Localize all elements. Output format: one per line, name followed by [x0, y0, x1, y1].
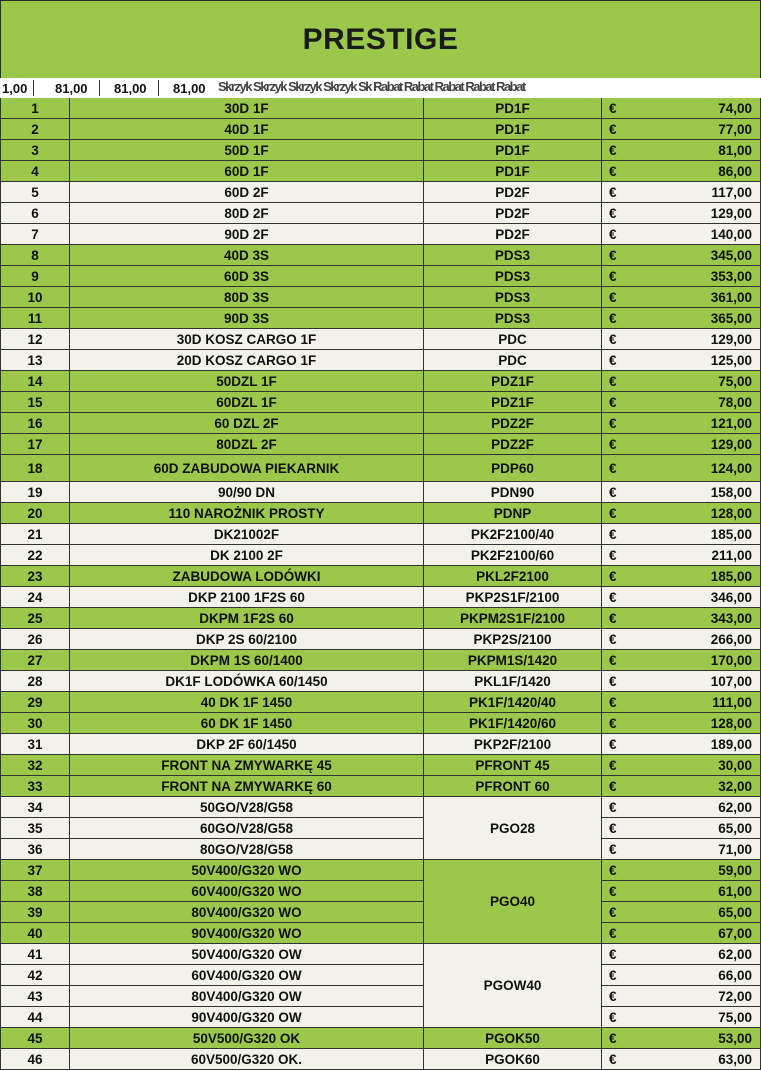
table-row	[0, 413, 761, 434]
product-name: 40 DK 1F 1450	[69, 692, 423, 713]
price-value: 53,00	[621, 1028, 761, 1049]
row-number: 37	[0, 860, 69, 881]
product-name: ZABUDOWA LODÓWKI	[69, 566, 423, 587]
row-number: 26	[0, 629, 69, 650]
row-number: 15	[0, 392, 69, 413]
row-number: 33	[0, 776, 69, 797]
currency-symbol: €	[601, 308, 621, 329]
product-code: PKPM2S1F/2100	[423, 608, 601, 629]
table-row	[0, 818, 761, 839]
table-row	[0, 350, 761, 371]
row-number: 27	[0, 650, 69, 671]
price-value: 77,00	[621, 119, 761, 140]
product-name: 80V400/G320 OW	[69, 986, 423, 1007]
product-name: 50DZL 1F	[69, 371, 423, 392]
price-value: 75,00	[621, 371, 761, 392]
product-name: 60GO/V28/G58	[69, 818, 423, 839]
product-code: PDP60	[423, 455, 601, 482]
table-row	[0, 566, 761, 587]
price-value: 111,00	[621, 692, 761, 713]
product-name: 60V400/G320 OW	[69, 965, 423, 986]
price-value: 107,00	[621, 671, 761, 692]
row-number: 17	[0, 434, 69, 455]
currency-symbol: €	[601, 797, 621, 818]
price-value: 158,00	[621, 482, 761, 503]
row-number: 5	[0, 182, 69, 203]
product-code: PKL1F/1420	[423, 671, 601, 692]
product-code-merged: PGO40	[423, 860, 601, 944]
table-row	[0, 629, 761, 650]
product-code: PDNP	[423, 503, 601, 524]
product-code: PDZ2F	[423, 413, 601, 434]
table-row	[0, 434, 761, 455]
header-cell-4: 81,00	[173, 81, 206, 96]
table-row	[0, 161, 761, 182]
price-value: 66,00	[621, 965, 761, 986]
currency-symbol: €	[601, 161, 621, 182]
currency-symbol: €	[601, 434, 621, 455]
table-row	[0, 371, 761, 392]
currency-symbol: €	[601, 350, 621, 371]
product-name: 60DZL 1F	[69, 392, 423, 413]
currency-symbol: €	[601, 287, 621, 308]
row-number: 28	[0, 671, 69, 692]
row-number: 42	[0, 965, 69, 986]
currency-symbol: €	[601, 203, 621, 224]
row-number: 4	[0, 161, 69, 182]
row-number: 13	[0, 350, 69, 371]
product-code: PKP2F/2100	[423, 734, 601, 755]
price-value: 185,00	[621, 566, 761, 587]
currency-symbol: €	[601, 545, 621, 566]
product-code: PK1F/1420/60	[423, 713, 601, 734]
product-code-merged: PGOW40	[423, 944, 601, 1028]
currency-symbol: €	[601, 608, 621, 629]
row-number: 36	[0, 839, 69, 860]
price-value: 72,00	[621, 986, 761, 1007]
price-value: 189,00	[621, 734, 761, 755]
price-value: 125,00	[621, 350, 761, 371]
price-value: 124,00	[621, 455, 761, 482]
product-code: PDC	[423, 329, 601, 350]
table-row	[0, 524, 761, 545]
currency-symbol: €	[601, 392, 621, 413]
title-banner	[0, 0, 761, 79]
table-row	[0, 455, 761, 482]
row-number: 39	[0, 902, 69, 923]
table-row	[0, 287, 761, 308]
table-row	[0, 503, 761, 524]
currency-symbol: €	[601, 329, 621, 350]
table-row	[0, 839, 761, 860]
price-value: 65,00	[621, 902, 761, 923]
row-number: 38	[0, 881, 69, 902]
price-value: 128,00	[621, 713, 761, 734]
row-number: 18	[0, 455, 69, 482]
currency-symbol: €	[601, 881, 621, 902]
row-number: 6	[0, 203, 69, 224]
price-value: 86,00	[621, 161, 761, 182]
price-value: 61,00	[621, 881, 761, 902]
product-name: 40D 1F	[69, 119, 423, 140]
price-value: 211,00	[621, 545, 761, 566]
price-value: 343,00	[621, 608, 761, 629]
header-cell-2: 81,00	[55, 81, 88, 96]
product-code: PD1F	[423, 140, 601, 161]
price-value: 32,00	[621, 776, 761, 797]
product-name: FRONT NA ZMYWARKĘ 60	[69, 776, 423, 797]
table-row	[0, 944, 761, 965]
product-name: 50D 1F	[69, 140, 423, 161]
product-code: PDS3	[423, 245, 601, 266]
table-row	[0, 860, 761, 881]
currency-symbol: €	[601, 734, 621, 755]
product-name: 20D KOSZ CARGO 1F	[69, 350, 423, 371]
currency-symbol: €	[601, 245, 621, 266]
table-row	[0, 224, 761, 245]
product-code: PDN90	[423, 482, 601, 503]
product-name: 60D 2F	[69, 182, 423, 203]
price-value: 117,00	[621, 182, 761, 203]
currency-symbol: €	[601, 650, 621, 671]
product-name: DKP 2S 60/2100	[69, 629, 423, 650]
product-code: PKP2S1F/2100	[423, 587, 601, 608]
product-name: 60D 1F	[69, 161, 423, 182]
table-row	[0, 713, 761, 734]
price-value: 30,00	[621, 755, 761, 776]
currency-symbol: €	[601, 413, 621, 434]
currency-symbol: €	[601, 671, 621, 692]
product-code: PDZ2F	[423, 434, 601, 455]
product-code: PD1F	[423, 119, 601, 140]
price-value: 63,00	[621, 1049, 761, 1070]
header-divider	[99, 80, 100, 96]
row-number: 16	[0, 413, 69, 434]
header-overlapping-labels: Skrzyk Skrzyk Skrzyk Skrzyk Sk Rabat Rabat Rabat Rabat Rabat	[218, 79, 525, 94]
price-value: 361,00	[621, 287, 761, 308]
row-number: 23	[0, 566, 69, 587]
currency-symbol: €	[601, 98, 621, 119]
row-number: 25	[0, 608, 69, 629]
row-number: 44	[0, 1007, 69, 1028]
product-name: 80GO/V28/G58	[69, 839, 423, 860]
row-number: 1	[0, 98, 69, 119]
product-name: 50GO/V28/G58	[69, 797, 423, 818]
product-name: DKP 2F 60/1450	[69, 734, 423, 755]
product-name: 80D 2F	[69, 203, 423, 224]
table-row	[0, 182, 761, 203]
product-code: PDS3	[423, 308, 601, 329]
row-number: 8	[0, 245, 69, 266]
currency-symbol: €	[601, 119, 621, 140]
row-number: 19	[0, 482, 69, 503]
product-name: 60D 3S	[69, 266, 423, 287]
product-name: DK21002F	[69, 524, 423, 545]
table-row	[0, 587, 761, 608]
product-name: DKPM 1S 60/1400	[69, 650, 423, 671]
page-title: PRESTIGE	[302, 22, 459, 56]
price-value: 59,00	[621, 860, 761, 881]
currency-symbol: €	[601, 923, 621, 944]
currency-symbol: €	[601, 503, 621, 524]
product-code-merged: PGO28	[423, 797, 601, 860]
row-number: 20	[0, 503, 69, 524]
table-row	[0, 308, 761, 329]
row-number: 30	[0, 713, 69, 734]
product-name: 60V400/G320 WO	[69, 881, 423, 902]
price-value: 266,00	[621, 629, 761, 650]
currency-symbol: €	[601, 455, 621, 482]
row-number: 2	[0, 119, 69, 140]
price-value: 81,00	[621, 140, 761, 161]
row-number: 43	[0, 986, 69, 1007]
table-row	[0, 650, 761, 671]
product-name: 80D 3S	[69, 287, 423, 308]
row-number: 9	[0, 266, 69, 287]
currency-symbol: €	[601, 566, 621, 587]
currency-symbol: €	[601, 692, 621, 713]
row-number: 7	[0, 224, 69, 245]
product-code: PK1F/1420/40	[423, 692, 601, 713]
row-number: 24	[0, 587, 69, 608]
price-value: 129,00	[621, 203, 761, 224]
price-value: 129,00	[621, 329, 761, 350]
row-number: 14	[0, 371, 69, 392]
price-value: 345,00	[621, 245, 761, 266]
product-code: PKPM1S/1420	[423, 650, 601, 671]
product-name: 110 NAROŻNIK PROSTY	[69, 503, 423, 524]
currency-symbol: €	[601, 140, 621, 161]
currency-symbol: €	[601, 224, 621, 245]
product-code: PKL2F2100	[423, 566, 601, 587]
row-number: 34	[0, 797, 69, 818]
product-name: 60 DK 1F 1450	[69, 713, 423, 734]
product-name: 50V400/G320 WO	[69, 860, 423, 881]
currency-symbol: €	[601, 266, 621, 287]
product-name: 90D 2F	[69, 224, 423, 245]
row-number: 3	[0, 140, 69, 161]
product-name: 30D 1F	[69, 98, 423, 119]
price-value: 121,00	[621, 413, 761, 434]
currency-symbol: €	[601, 182, 621, 203]
product-name: 80DZL 2F	[69, 434, 423, 455]
currency-symbol: €	[601, 629, 621, 650]
price-value: 365,00	[621, 308, 761, 329]
header-divider	[158, 80, 159, 96]
price-value: 78,00	[621, 392, 761, 413]
product-code: PFRONT 45	[423, 755, 601, 776]
row-number: 29	[0, 692, 69, 713]
price-value: 140,00	[621, 224, 761, 245]
product-code: PDS3	[423, 287, 601, 308]
table-row	[0, 692, 761, 713]
product-code: PD2F	[423, 224, 601, 245]
product-code: PK2F2100/60	[423, 545, 601, 566]
price-value: 67,00	[621, 923, 761, 944]
product-code: PD2F	[423, 203, 601, 224]
product-name: 60D ZABUDOWA PIEKARNIK	[69, 455, 423, 482]
row-number: 45	[0, 1028, 69, 1049]
product-name: DKPM 1F2S 60	[69, 608, 423, 629]
currency-symbol: €	[601, 1028, 621, 1049]
product-name: FRONT NA ZMYWARKĘ 45	[69, 755, 423, 776]
row-number: 32	[0, 755, 69, 776]
price-value: 74,00	[621, 98, 761, 119]
price-value: 62,00	[621, 944, 761, 965]
price-value: 65,00	[621, 818, 761, 839]
product-name: 90D 3S	[69, 308, 423, 329]
product-name: DK 2100 2F	[69, 545, 423, 566]
table-row	[0, 119, 761, 140]
currency-symbol: €	[601, 839, 621, 860]
currency-symbol: €	[601, 524, 621, 545]
currency-symbol: €	[601, 1049, 621, 1070]
table-row	[0, 203, 761, 224]
row-number: 11	[0, 308, 69, 329]
row-number: 12	[0, 329, 69, 350]
currency-symbol: €	[601, 713, 621, 734]
product-code: PD1F	[423, 98, 601, 119]
product-name: 90/90 DN	[69, 482, 423, 503]
row-number: 21	[0, 524, 69, 545]
table-row	[0, 545, 761, 566]
product-name: 90V400/G320 WO	[69, 923, 423, 944]
column-header-strip	[0, 78, 761, 99]
currency-symbol: €	[601, 902, 621, 923]
product-code: PKP2S/2100	[423, 629, 601, 650]
product-code: PK2F2100/40	[423, 524, 601, 545]
price-value: 185,00	[621, 524, 761, 545]
table-row	[0, 392, 761, 413]
currency-symbol: €	[601, 818, 621, 839]
product-name: 40D 3S	[69, 245, 423, 266]
table-row	[0, 1049, 761, 1070]
header-cell-3: 81,00	[114, 81, 147, 96]
currency-symbol: €	[601, 587, 621, 608]
product-code: PGOK50	[423, 1028, 601, 1049]
product-name: 30D KOSZ CARGO 1F	[69, 329, 423, 350]
price-value: 346,00	[621, 587, 761, 608]
product-code: PFRONT 60	[423, 776, 601, 797]
product-code: PDC	[423, 350, 601, 371]
row-number: 31	[0, 734, 69, 755]
product-name: 90V400/G320 OW	[69, 1007, 423, 1028]
price-value: 71,00	[621, 839, 761, 860]
currency-symbol: €	[601, 776, 621, 797]
product-code: PDZ1F	[423, 392, 601, 413]
table-row	[0, 1028, 761, 1049]
row-number: 46	[0, 1049, 69, 1070]
row-number: 35	[0, 818, 69, 839]
product-name: DKP 2100 1F2S 60	[69, 587, 423, 608]
table-row	[0, 776, 761, 797]
product-name: 50V400/G320 OW	[69, 944, 423, 965]
price-value: 75,00	[621, 1007, 761, 1028]
product-name: 80V400/G320 WO	[69, 902, 423, 923]
table-row	[0, 902, 761, 923]
product-name: 60 DZL 2F	[69, 413, 423, 434]
row-number: 41	[0, 944, 69, 965]
table-row	[0, 608, 761, 629]
currency-symbol: €	[601, 860, 621, 881]
product-code: PDZ1F	[423, 371, 601, 392]
currency-symbol: €	[601, 1007, 621, 1028]
table-row	[0, 1007, 761, 1028]
currency-symbol: €	[601, 944, 621, 965]
table-row	[0, 986, 761, 1007]
row-number: 22	[0, 545, 69, 566]
currency-symbol: €	[601, 986, 621, 1007]
price-value: 353,00	[621, 266, 761, 287]
product-name: DK1F LODÓWKA 60/1450	[69, 671, 423, 692]
table-row	[0, 881, 761, 902]
product-name: 50V500/G320 OK	[69, 1028, 423, 1049]
price-value: 62,00	[621, 797, 761, 818]
header-divider	[33, 80, 34, 96]
header-cell-1: 1,00	[2, 81, 28, 96]
table-row	[0, 755, 761, 776]
table-row	[0, 797, 761, 818]
price-value: 129,00	[621, 434, 761, 455]
table-row	[0, 98, 761, 119]
product-name: 60V500/G320 OK.	[69, 1049, 423, 1070]
price-value: 170,00	[621, 650, 761, 671]
table-row	[0, 482, 761, 503]
table-row	[0, 671, 761, 692]
price-value: 128,00	[621, 503, 761, 524]
product-code: PD2F	[423, 182, 601, 203]
table-row	[0, 266, 761, 287]
table-row	[0, 329, 761, 350]
currency-symbol: €	[601, 482, 621, 503]
product-code: PDS3	[423, 266, 601, 287]
currency-symbol: €	[601, 965, 621, 986]
table-row	[0, 245, 761, 266]
product-code: PD1F	[423, 161, 601, 182]
table-row	[0, 965, 761, 986]
currency-symbol: €	[601, 371, 621, 392]
currency-symbol: €	[601, 755, 621, 776]
product-code: PGOK60	[423, 1049, 601, 1070]
table-row	[0, 923, 761, 944]
row-number: 40	[0, 923, 69, 944]
table-row	[0, 734, 761, 755]
table-row	[0, 140, 761, 161]
row-number: 10	[0, 287, 69, 308]
